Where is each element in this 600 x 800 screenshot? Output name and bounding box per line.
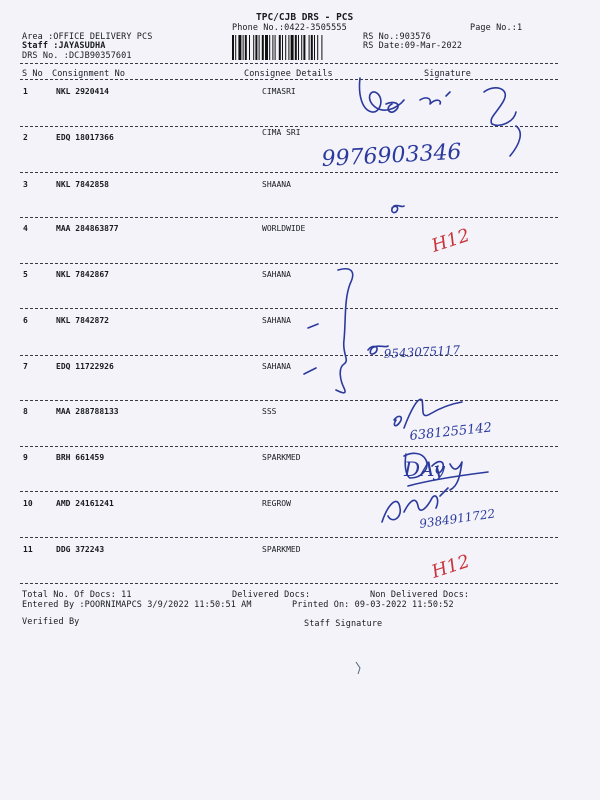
row-number: 2 bbox=[23, 133, 28, 142]
row-consignee: SPARKMED bbox=[262, 453, 301, 462]
row-consignee: CIMASRI bbox=[262, 87, 296, 96]
row-consignee: WORLDWIDE bbox=[262, 224, 306, 233]
col-consignee: Consignee Details bbox=[244, 69, 333, 79]
row-consignment: EDQ 18017366 bbox=[56, 133, 114, 142]
handwritten-code: H12 bbox=[429, 550, 473, 583]
row-consignment: AMD 24161241 bbox=[56, 499, 114, 508]
area-label: Area :OFFICE DELIVERY PCS bbox=[22, 32, 153, 42]
row-consignment: MAA 288788133 bbox=[56, 407, 119, 416]
row-number: 3 bbox=[23, 180, 28, 189]
row-number: 7 bbox=[23, 362, 28, 371]
handwritten-phone: 6381255142 bbox=[408, 420, 493, 444]
row-consignee: SPARKMED bbox=[262, 545, 301, 554]
row-consignment: MAA 284863877 bbox=[56, 224, 119, 233]
handwritten-phone: 9976903346 bbox=[321, 139, 463, 172]
col-signature: Signature bbox=[424, 69, 471, 79]
row-consignment: BRH 661459 bbox=[56, 453, 105, 462]
row-consignee: SAHANA bbox=[262, 316, 291, 325]
row-number: 5 bbox=[23, 270, 28, 279]
row-consignment: EDQ 11722926 bbox=[56, 362, 114, 371]
verified-by: Verified By bbox=[22, 617, 80, 627]
row-consignee: SSS bbox=[262, 407, 277, 416]
document-title: TPC/CJB DRS - PCS bbox=[256, 12, 354, 23]
handwritten-phone: 9543075117 bbox=[383, 343, 461, 361]
rs-number: RS No.:903576 bbox=[363, 32, 431, 42]
row-consignee: REGROW bbox=[262, 499, 291, 508]
handwritten-code: H12 bbox=[429, 224, 473, 257]
staff-signature-label: Staff Signature bbox=[304, 619, 383, 629]
row-consignment: NKL 2920414 bbox=[56, 87, 109, 96]
row-consignee: CIMA SRI bbox=[262, 128, 301, 137]
staff-label: Staff :JAYASUDHA bbox=[22, 41, 106, 51]
row-number: 4 bbox=[23, 224, 28, 233]
row-number: 6 bbox=[23, 316, 28, 325]
printed-on: Printed On: 09-03-2022 11:50:52 bbox=[292, 600, 454, 610]
row-consignment: NKL 7842867 bbox=[56, 270, 109, 279]
phone-number: Phone No.:0422-3505555 bbox=[232, 23, 347, 33]
rs-date: RS Date:09-Mar-2022 bbox=[363, 41, 463, 51]
row-consignment: DDG 372243 bbox=[56, 545, 105, 554]
col-sno: S No bbox=[22, 69, 43, 79]
row-number: 11 bbox=[23, 545, 33, 554]
row-number: 1 bbox=[23, 87, 28, 96]
row-consignment: NKL 7842872 bbox=[56, 316, 109, 325]
drs-number: DRS No. :DCJB90357601 bbox=[22, 51, 132, 61]
row-consignee: SHAANA bbox=[262, 180, 291, 189]
row-consignee: SAHANA bbox=[262, 362, 291, 371]
handwritten-phone: 9384911722 bbox=[418, 506, 497, 531]
row-number: 10 bbox=[23, 499, 33, 508]
page-number: Page No.:1 bbox=[470, 23, 523, 33]
stray-mark bbox=[356, 662, 360, 674]
entered-by: Entered By :POORNIMAPCS 3/9/2022 11:50:51 AM bbox=[22, 600, 252, 610]
total-docs: Total No. Of Docs: 11 bbox=[22, 590, 132, 600]
row-number: 8 bbox=[23, 407, 28, 416]
delivered-docs: Delivered Docs: bbox=[232, 590, 311, 600]
row-consignee: SAHANA bbox=[262, 270, 291, 279]
row-number: 9 bbox=[23, 453, 28, 462]
row-consignment: NKL 7842858 bbox=[56, 180, 109, 189]
non-delivered-docs: Non Delivered Docs: bbox=[370, 590, 470, 600]
handwritten-initials: DAy bbox=[404, 457, 445, 481]
col-consignment: Consignment No bbox=[52, 69, 126, 79]
